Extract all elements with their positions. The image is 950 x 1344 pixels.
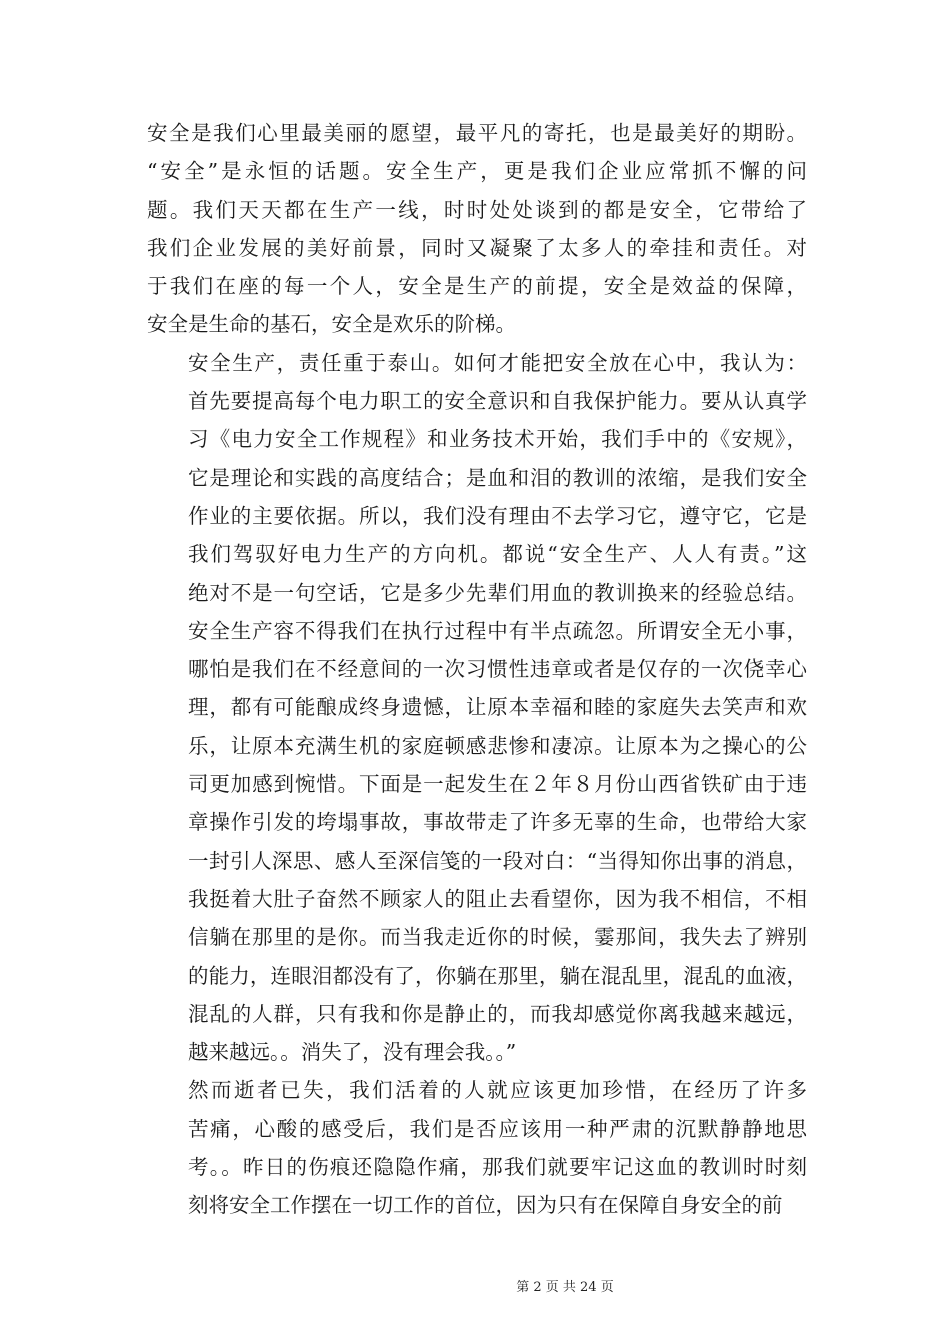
text-line: 理，都有可能酿成终身遗憾，让原本幸福和睦的家庭失去笑声和欢	[188, 695, 807, 720]
text-line: 我们驾驭好电力生产的方向机。都说“安全生产、人人有责。”这	[188, 542, 807, 567]
text-line: 信躺在那里的是你。而当我走近你的时候，霎那间，我失去了辨别	[188, 925, 807, 950]
text-line: 考。。昨日的伤痕还隐隐作痛，那我们就要牢记这血的教训时时刻	[188, 1155, 807, 1180]
text-line: 的能力，连眼泪都没有了，你躺在那里，躺在混乱里，混乱的血液，	[188, 963, 807, 988]
text-line: 安全是生命的基石，安全是欢乐的阶梯。	[147, 312, 516, 337]
text-line: 题。我们天天都在生产一线，时时处处谈到的都是安全，它带给了	[147, 197, 807, 222]
text-line: 一封引人深思、感人至深信笺的一段对白：“当得知你出事的消息，	[188, 848, 807, 873]
text-line: 章操作引发的垮塌事故，事故带走了许多无辜的生命，也带给大家	[188, 810, 807, 835]
document-body	[147, 114, 807, 1225]
text-line: 绝对不是一句空话，它是多少先辈们用血的教训换来的经验总结。	[188, 580, 807, 605]
text-line: 我们企业发展的美好前景，同时又凝聚了太多人的牵挂和责任。对	[147, 235, 807, 260]
text-line: 安全生产，责任重于泰山。如何才能把安全放在心中，我认为：	[188, 350, 807, 375]
text-line: 司更加感到惋惜。下面是一起发生在２年８月份山西省铁矿由于违	[188, 772, 807, 797]
text-line: 混乱的人群，只有我和你是静止的，而我却感觉你离我越来越远，	[188, 1001, 807, 1026]
page-number-label: 第 2 页 共 24 页	[516, 1280, 614, 1295]
page-footer	[0, 1276, 950, 1295]
text-line: 作业的主要依据。所以，我们没有理由不去学习它，遵守它，它是	[188, 503, 807, 528]
text-line: “安全”是永恒的话题。安全生产，更是我们企业应常抓不懈的问	[147, 159, 807, 184]
text-line: 习《电力安全工作规程》和业务技术开始，我们手中的《安规》，	[188, 427, 807, 452]
text-line: 乐，让原本充满生机的家庭顿感悲惨和凄凉。让原本为之操心的公	[188, 733, 807, 758]
text-line: 于我们在座的每一个人，安全是生产的前提，安全是效益的保障，	[147, 274, 807, 299]
text-line: 哪怕是我们在不经意间的一次习惯性违章或者是仅存的一次侥幸心	[188, 657, 807, 682]
text-line: 首先要提高每个电力职工的安全意识和自我保护能力。要从认真学	[188, 389, 807, 414]
text-line: 苦痛，心酸的感受后，我们是否应该用一种严肃的沉默静静地思	[188, 1116, 807, 1141]
text-line: 刻将安全工作摆在一切工作的首位，因为只有在保障自身安全的前	[188, 1193, 783, 1218]
paragraph	[147, 344, 807, 1072]
text-line: 安全生产容不得我们在执行过程中有半点疏忽。所谓安全无小事，	[188, 618, 807, 643]
paragraph	[147, 1071, 807, 1224]
text-line: 我挺着大肚子奋然不顾家人的阻止去看望你，因为我不相信，不相	[188, 886, 807, 911]
text-line: 越来越远。。消失了，没有理会我。。”	[188, 1040, 517, 1065]
paragraph	[147, 114, 807, 344]
text-line: 它是理论和实践的高度结合；是血和泪的教训的浓缩，是我们安全	[188, 465, 807, 490]
text-line: 安全是我们心里最美丽的愿望，最平凡的寄托，也是最美好的期盼。	[147, 121, 807, 145]
text-line: 然而逝者已失，我们活着的人就应该更加珍惜，在经历了许多	[188, 1078, 807, 1103]
